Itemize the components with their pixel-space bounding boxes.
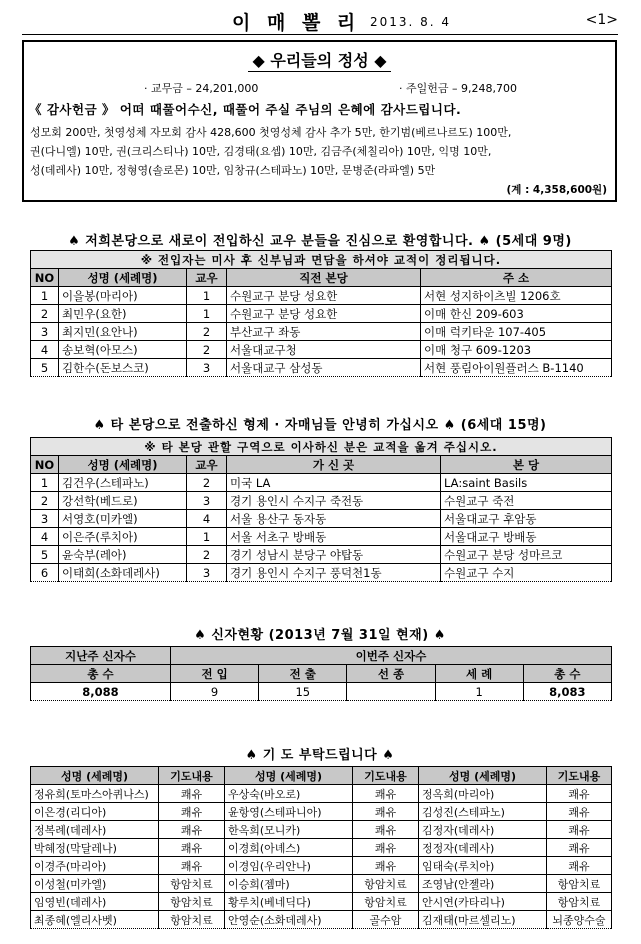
table-row: 이은경(리디아) 쾌유 윤항영(스테파니아) 쾌유 김성진(스테파노) 쾌유 <box>31 803 612 821</box>
col-header: 총 수 <box>523 665 611 683</box>
table-row: 박혜정(막달레나) 쾌유 이경희(아녜스) 쾌유 정정자(데레사) 쾌유 <box>31 839 612 857</box>
thanks-title: 《 감사헌금 》 어떠 때풀어수신, 때풀어 주실 주님의 은혜에 감사드립니다. <box>29 102 462 117</box>
col-header: 성명 (세례명) <box>225 767 353 785</box>
prayer-table <box>30 766 612 929</box>
thanks-line: 성모회 200만, 첫영성체 자모회 감사 428,600 첫영성체 감사 추가 5만, 한기범(베르나르도) 100만, <box>30 126 512 139</box>
table-row: 4 이은주(루치아) 1 서울 서초구 방배동 서울대교구 방배동 <box>31 528 612 546</box>
offering-title: ◆ 우리들의 정성 ◆ <box>248 48 390 72</box>
table-row: 2 최민우(요한) 1 수원교구 분당 성요한 이매 한신 209-603 <box>31 305 612 323</box>
col-header: 전 출 <box>259 665 347 683</box>
col-header: 교우 <box>187 269 227 287</box>
col-header: 이번주 신자수 <box>171 647 612 665</box>
welcome-table <box>30 250 612 377</box>
welcome-note: ※ 전입자는 미사 후 신부님과 면담을 하셔야 교적이 정리됩니다. <box>31 251 612 269</box>
farewell-note: ※ 타 본당 관할 구역으로 이사하신 분은 교적을 옮겨 주십시오. <box>31 438 612 456</box>
col-header: 세 례 <box>435 665 523 683</box>
bulletin-header <box>22 6 618 35</box>
col-header: 선 종 <box>347 665 435 683</box>
table-row: 4 송보혁(아모스) 2 서울대교구청 이매 청구 609-1203 <box>31 341 612 359</box>
farewell-table <box>30 437 612 582</box>
prayer-title: ♠ 기 도 부탁드립니다 ♠ <box>245 748 395 763</box>
col-header: 가 신 곳 <box>227 456 441 474</box>
col-header: 성명 (세례명) <box>59 456 187 474</box>
col-header: NO <box>31 456 59 474</box>
col-header: NO <box>31 269 59 287</box>
table-row: 정복례(데레사) 쾌유 한옥희(모니카) 쾌유 김정자(데레사) 쾌유 <box>31 821 612 839</box>
col-header: 본 당 <box>441 456 612 474</box>
believers-table <box>30 646 612 701</box>
bulletin-title: 이 매 뽈 리 <box>232 12 361 34</box>
table-row: 최종혜(엘리사벳) 항암치료 안영순(소화데레사) 골수암 김재태(마르셀리노) 뇌종양수술 <box>31 911 612 929</box>
welcome-title: ♠ 저희본당으로 새로이 전입하신 교우 분들을 진심으로 환영합니다. ♠ (5세대 9명) <box>68 234 572 249</box>
believers-title: ♠ 신자현황 (2013년 7월 31일 현재) ♠ <box>194 628 446 643</box>
col-header: 기도내용 <box>547 767 612 785</box>
table-row: 2 강선학(베드로) 3 경기 용인시 수지구 죽전동 수원교구 죽전 <box>31 492 612 510</box>
table-row: 1 이을봉(마리아) 1 수원교구 분당 성요한 서현 성지하이츠빌 1206호 <box>31 287 612 305</box>
tithe-total: · 교무금 – 24,201,000 <box>144 82 259 95</box>
col-header: 성명 (세례명) <box>59 269 187 287</box>
sunday-total: · 주일헌금 – 9,248,700 <box>399 82 517 95</box>
col-header: 직전 본당 <box>227 269 421 287</box>
col-header: 전 입 <box>171 665 259 683</box>
col-header: 성명 (세례명) <box>419 767 547 785</box>
thanks-line: 성(데레사) 10만, 정형영(솔로몬) 10만, 임창규(스테파노) 10만, 문병준(라파엘) 5만 <box>30 164 436 177</box>
farewell-title: ♠ 타 본당으로 전출하신 형제 · 자매님들 안녕히 가십시오 ♠ (6세대 15명) <box>93 418 547 433</box>
col-header: 지난주 신자수 <box>31 647 171 665</box>
col-header: 주 소 <box>421 269 612 287</box>
col-header: 기도내용 <box>353 767 419 785</box>
col-header: 교우 <box>187 456 227 474</box>
table-row: 정유희(토마스아퀴나스) 쾌유 우상숙(바오로) 쾌유 정옥희(마리아) 쾌유 <box>31 785 612 803</box>
col-header: 기도내용 <box>159 767 225 785</box>
table-row: 이성철(미카엘) 항암치료 이승희(젬마) 항암치료 조영남(안젤라) 항암치료 <box>31 875 612 893</box>
table-row: 8,088 9 15 1 8,083 <box>31 683 612 701</box>
col-header: 총 수 <box>31 665 171 683</box>
table-row: 5 김한수(돈보스코) 3 서울대교구 삼성동 서현 풍림아이원플러스 B-1140 <box>31 359 612 377</box>
table-row: 5 윤숙부(레아) 2 경기 성남시 분당구 야탑동 수원교구 분당 성마르코 <box>31 546 612 564</box>
table-row: 3 서영호(미카엘) 4 서울 용산구 동자동 서울대교구 후암동 <box>31 510 612 528</box>
table-row: 임영빈(데레사) 항암치료 황루치(베네딕다) 항암치료 안시연(카타리나) 항암치료 <box>31 893 612 911</box>
thanks-sum: (계 : 4,358,600원) <box>506 184 607 196</box>
page-number: <1> <box>585 12 618 28</box>
table-row: 이경주(마리아) 쾌유 이경임(우리안나) 쾌유 임태숙(루치아) 쾌유 <box>31 857 612 875</box>
offering-box <box>22 40 617 202</box>
table-row: 3 최지민(요안나) 2 부산교구 좌동 이매 럭키타운 107-405 <box>31 323 612 341</box>
bulletin-date: 2013. 8. 4 <box>370 15 452 29</box>
thanks-line: 권(다니엘) 10만, 권(크리스티나) 10만, 김경태(요셉) 10만, 김금주(체칠리아) 10만, 익명 10만, <box>30 145 492 158</box>
table-row: 6 이태희(소화데레사) 3 경기 용인시 수지구 풍덕천1동 수원교구 수지 <box>31 564 612 582</box>
table-row: 1 김건우(스테파노) 2 미국 LA LA:saint Basils <box>31 474 612 492</box>
col-header: 성명 (세례명) <box>31 767 159 785</box>
